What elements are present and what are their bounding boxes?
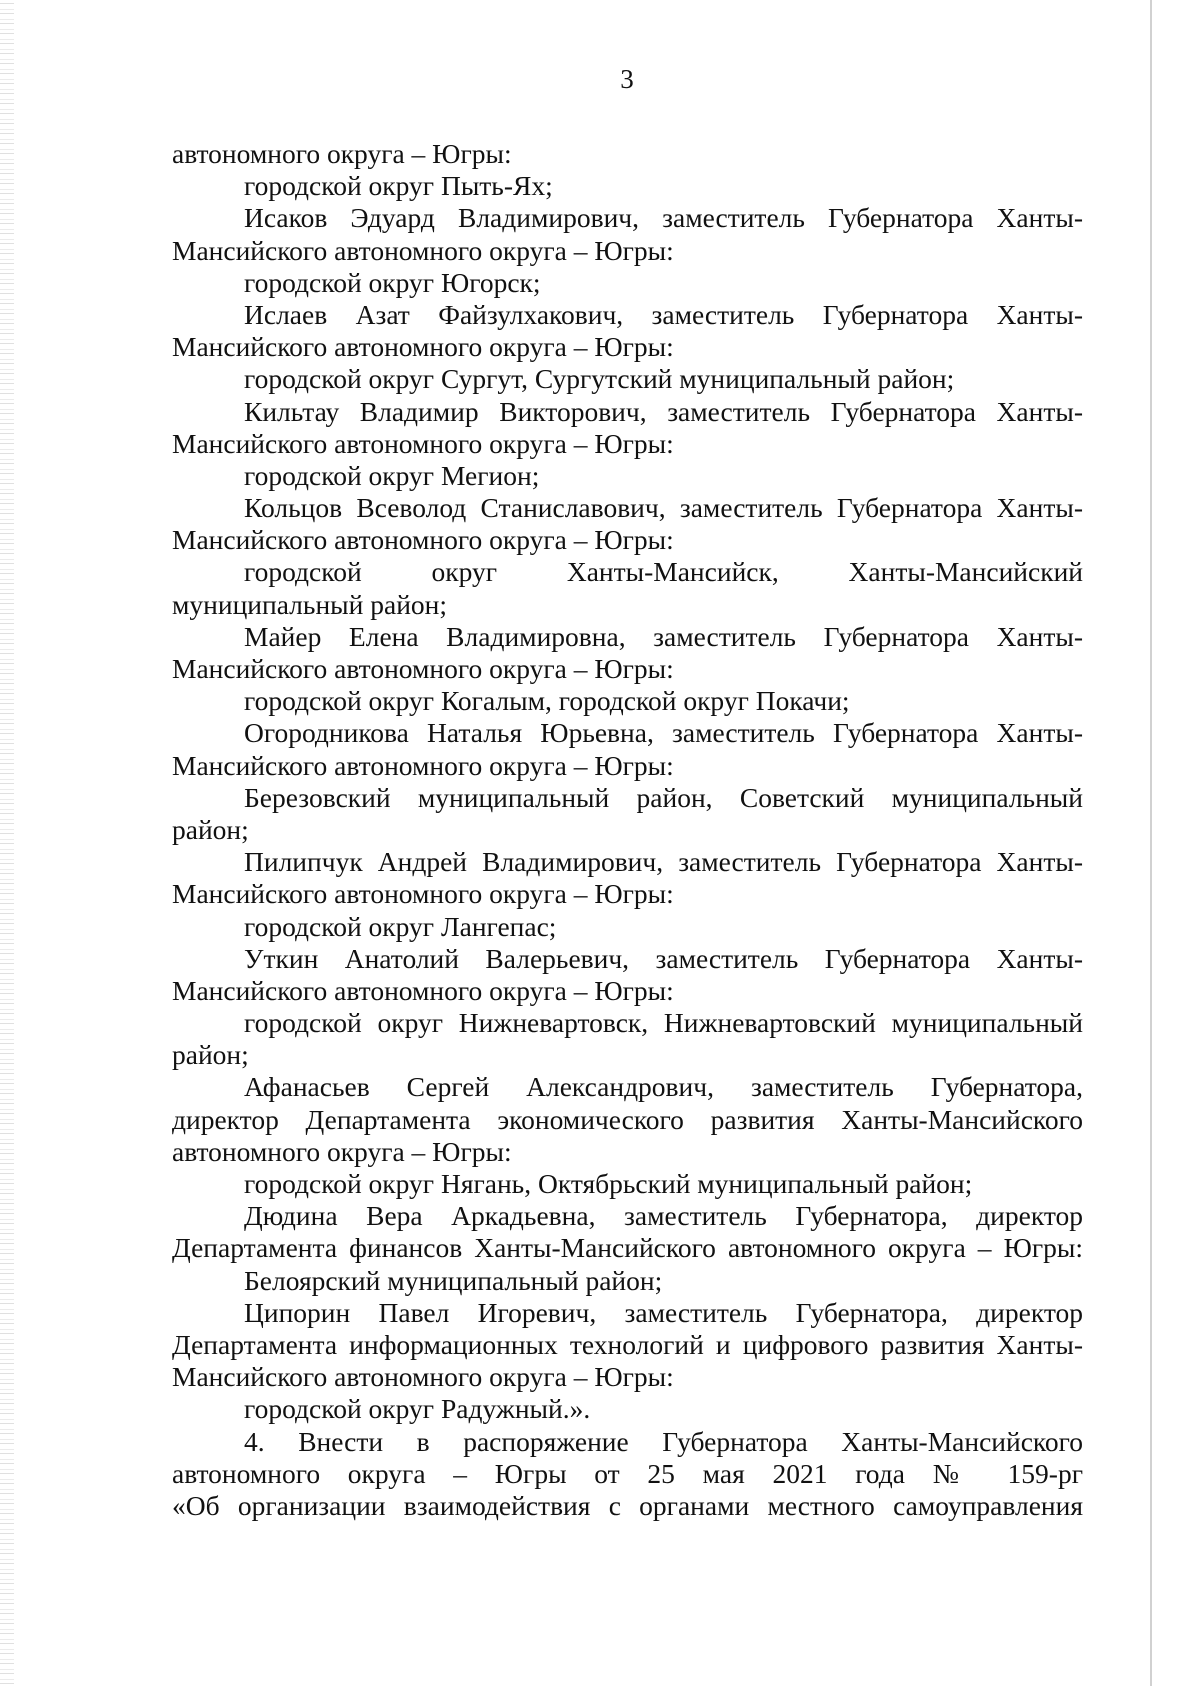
text-line: Мансийского автономного округа – Югры: (172, 524, 674, 556)
text-line: район; (172, 1039, 249, 1071)
text-line: городской округ Когалым, городской округ Покачи; (244, 685, 850, 717)
text-line: район; (172, 813, 249, 845)
text-line: Мансийского автономного округа – Югры: (172, 653, 674, 684)
document-body (172, 138, 1083, 1522)
text-line: Исаков Эдуард Владимирович, заместитель Губернатора Ханты- (244, 202, 1083, 234)
text-line: городской округ Югорск; (244, 266, 541, 298)
text-line: городской округ Радужный.». (244, 1393, 591, 1425)
text-line: Афанасьев Сергей Александрович, заместитель Губернатора, (244, 1071, 1083, 1103)
text-line: Мансийского автономного округа – Югры: (172, 1361, 674, 1393)
page-number: 3 (620, 64, 634, 94)
text-line: Кольцов Всеволод Станиславович, заместитель Губернатора Ханты- (244, 492, 1083, 524)
text-line: Мансийского автономного округа – Югры: (172, 878, 674, 910)
text-line: городской округ Ханты-Мансийск, Ханты-Мансийский (244, 556, 1083, 588)
text-line: Пилипчук Андрей Владимирович, заместитель Губернатора Ханты- (244, 846, 1083, 878)
text-line: Огородникова Наталья Юрьевна, заместитель Губернатора Ханты- (244, 717, 1083, 749)
text-line: Мансийского автономного округа – Югры: (172, 749, 674, 781)
text-line: городской округ Пыть-Ях; (244, 170, 553, 202)
text-line: Департамента финансов Ханты-Мансийского автономного округа – Югры: (172, 1232, 1083, 1264)
text-line: автономного округа – Югры от 25 мая 2021 года № 159-рг (172, 1457, 1083, 1489)
text-line: Ислаев Азат Файзулхакович, заместитель Губернатора Ханты- (244, 298, 1083, 330)
text-line: Департамента информационных технологий и цифрового развития Ханты- (172, 1328, 1083, 1360)
text-line: Белоярский муниципальный район; (244, 1264, 663, 1296)
text-line: Мансийского автономного округа – Югры: (172, 331, 674, 363)
text-line: Мансийского автономного округа – Югры: (172, 427, 674, 459)
text-line: Мансийского автономного округа – Югры: (172, 234, 674, 266)
text-line: автономного округа – Югры: (172, 1135, 512, 1167)
text-line: Майер Елена Владимировна, заместитель Губернатора Ханты- (244, 620, 1083, 652)
text-line: «Об организации взаимодействия с органами местного самоуправления (172, 1489, 1083, 1521)
text-line: городской округ Нижневартовск, Нижневартовский муниципальный (244, 1007, 1083, 1039)
text-line: Уткин Анатолий Валерьевич, заместитель Губернатора Ханты- (244, 942, 1083, 974)
text-line: Мансийского автономного округа – Югры: (172, 974, 674, 1006)
text-line: Ципорин Павел Игоревич, заместитель Губернатора, директор (244, 1296, 1083, 1328)
text-line: директор Департамента экономического развития Ханты-Мансийского (172, 1103, 1083, 1135)
scan-edge-left (0, 0, 14, 1686)
text-line: городской округ Нягань, Октябрьский муниципальный район; (244, 1168, 973, 1199)
text-line: муниципальный район; (172, 588, 448, 620)
text-line: городской округ Мегион; (244, 459, 540, 491)
text-line: 4. Внести в распоряжение Губернатора Ханты-Мансийского (244, 1425, 1083, 1457)
text-line: автономного округа – Югры: (172, 138, 512, 169)
text-line: городской округ Лангепас; (244, 910, 557, 942)
text-line: Березовский муниципальный район, Советский муниципальный (244, 781, 1083, 813)
text-line: Кильтау Владимир Викторович, заместитель Губернатора Ханты- (244, 395, 1083, 427)
text-line: Дюдина Вера Аркадьевна, заместитель Губернатора, директор (244, 1200, 1083, 1232)
scan-edge-right (1150, 0, 1152, 1686)
text-line: городской округ Сургут, Сургутский муниципальный район; (244, 363, 955, 395)
